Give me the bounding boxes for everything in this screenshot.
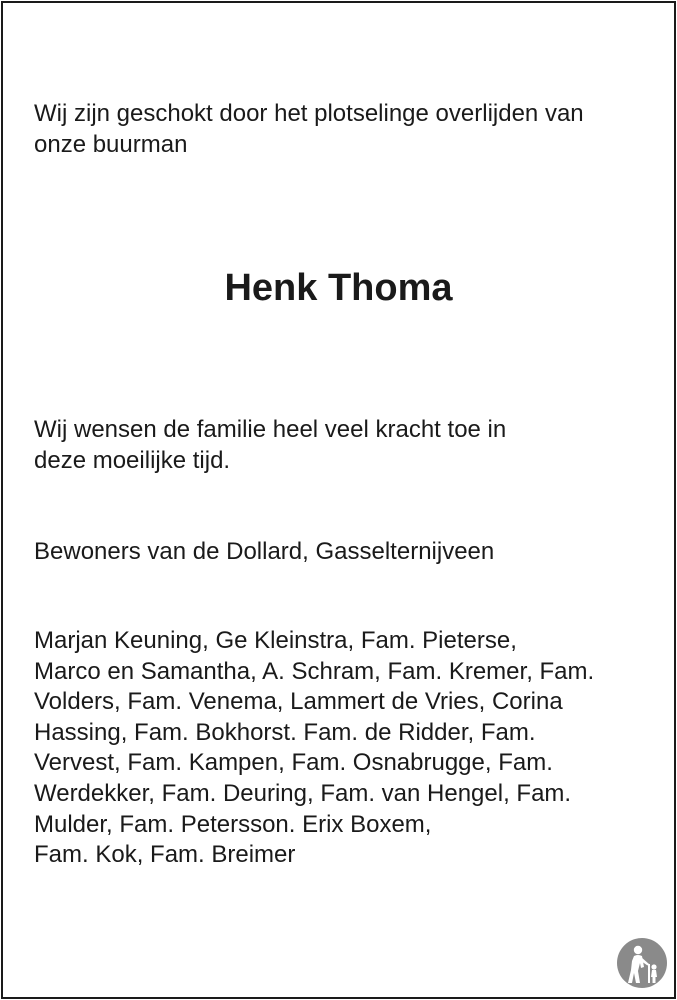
residents-line: Bewoners van de Dollard, Gasselternijveen xyxy=(34,538,495,565)
condolence-text: Wij wensen de familie heel veel kracht toe in deze moeilijke tijd. xyxy=(34,416,507,474)
intro-text: Wij zijn geschokt door het plotselinge overlijden van onze buurman xyxy=(34,100,584,158)
memorial-figure-icon xyxy=(616,937,668,989)
deceased-name: Henk Thoma xyxy=(224,267,453,309)
signatories-list: Marjan Keuning, Ge Kleinstra, Fam. Pieterse, Marco en Samantha, A. Schram, Fam. Kremer, Fam. Volders, Fam. Venema, Lammert de Vries, Corina Hassing, Fam. Bokhorst. Fam. de Ridder, Fam. Vervest, Fam. Kampen, Fam. Osnabrugge, Fam. Werdekker, Fam. Deuring, Fam. van Hengel, Fam. Mulder, Fam. Petersson. Erix Boxem, Fam. Kok, Fam. Breimer xyxy=(34,627,595,869)
